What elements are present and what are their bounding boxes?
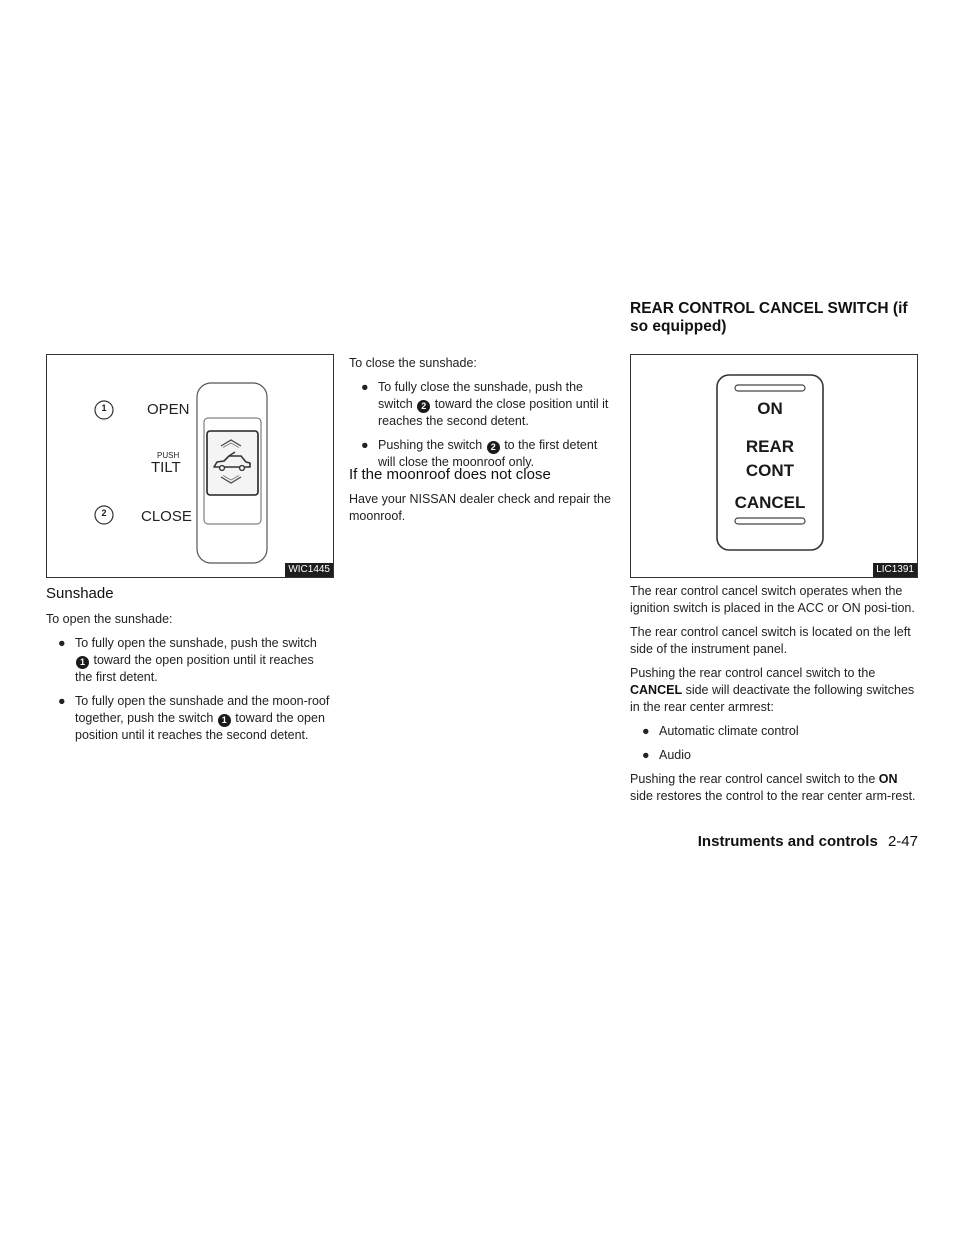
list-item: ● Automatic climate control [642, 724, 799, 738]
marker-2: 2 [417, 400, 430, 413]
marker-2: 2 [487, 441, 500, 454]
moonroof-text: Have your NISSAN dealer check and repair the moonroof. [349, 492, 611, 523]
switch-rear-label: REAR [745, 437, 795, 456]
footer-page: 2-47 [887, 833, 918, 850]
bullet: ● [58, 694, 66, 708]
list-item: ● Pushing the switch 2 to the first detent will close the moonroof only. [361, 438, 598, 469]
paragraph: The rear control cancel switch operates when the ignition switch is placed in the ACC or ON posi-tion. [630, 584, 915, 615]
switch-on-label: ON [757, 399, 783, 418]
bullet: ● [361, 380, 369, 394]
close-intro: To close the sunshade: [349, 356, 477, 370]
list-item: ● To fully open the sunshade, push the switch 1 toward the open position until it reaches the first detent. [58, 636, 317, 684]
switch-cont-label: CONT [745, 461, 795, 480]
sunshade-switch-illustration [47, 355, 333, 577]
car-tilt-icon [211, 451, 253, 473]
chevron-down-icon [217, 475, 245, 485]
sunshade-open-section [46, 611, 334, 751]
push-label: PUSH [157, 451, 180, 460]
open-label: OPEN [147, 401, 190, 418]
list-item: ● To fully close the sunshade, push the switch 2 toward the close position until it reaches the second detent. [361, 380, 609, 428]
page-footer [600, 833, 918, 850]
sunshade-close-section [349, 355, 611, 478]
sunshade-heading: Sunshade [46, 585, 114, 602]
paragraph: Pushing the rear control cancel switch to the CANCEL side will deactivate the following switches in the rear center armrest: [630, 666, 915, 714]
marker-1: 1 [76, 656, 89, 669]
bullet: ● [58, 636, 66, 650]
cancel-bold: CANCEL [630, 683, 683, 697]
moonroof-heading: If the moonroof does not close [349, 466, 551, 483]
bullet: ● [642, 724, 650, 738]
chevron-up-icon [217, 438, 245, 448]
tilt-label: TILT [151, 459, 181, 476]
open-intro: To open the sunshade: [46, 612, 173, 626]
figure-code: WIC1445 [285, 563, 333, 577]
marker-1: 1 [218, 714, 231, 727]
sunshade-switch-figure [46, 354, 334, 578]
rear-control-heading: REAR CONTROL CANCEL SWITCH (if so equipped) [630, 300, 908, 335]
paragraph: The rear control cancel switch is located on the left side of the instrument panel. [630, 625, 911, 656]
switch-cancel-label: CANCEL [734, 493, 806, 512]
rear-control-text [630, 583, 918, 812]
footer-section: Instruments and controls [697, 833, 878, 850]
marker-1: 1 [101, 403, 107, 413]
rear-control-switch-figure [630, 354, 918, 578]
close-label: CLOSE [141, 508, 192, 525]
list-item: ● To fully open the sunshade and the moon-roof together, push the switch 1 toward the open position until it reaches the second detent. [58, 694, 330, 742]
on-bold: ON [878, 772, 898, 786]
marker-2: 2 [101, 508, 107, 518]
figure-code: LIC1391 [873, 563, 917, 577]
bullet: ● [361, 438, 369, 452]
list-item: ● Audio [642, 748, 691, 762]
paragraph: Pushing the rear control cancel switch to the ON side restores the control to the rear center arm-rest. [630, 772, 916, 803]
bullet: ● [642, 748, 650, 762]
